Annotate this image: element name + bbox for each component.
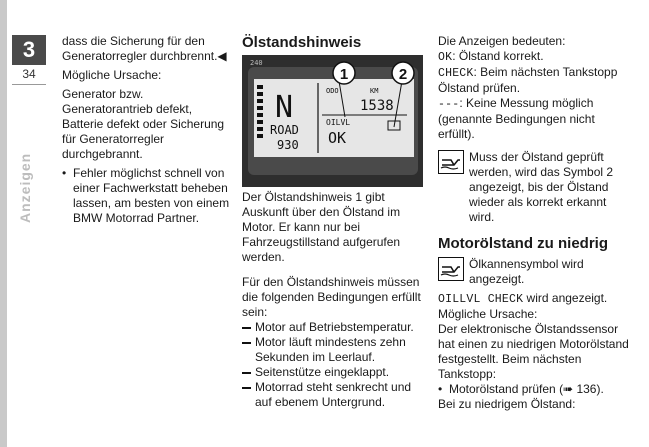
icon-explanation: Muss der Ölstand geprüft werden, wird das Symbol 2 angezeigt, bis der Ölstand wieder als korrekt erkannt wird.	[469, 150, 614, 224]
instrument-display-figure	[242, 55, 423, 187]
continued-text: dass die Sicherung für den Generatorregler durchbrennt.◀	[62, 34, 227, 63]
icon2-explanation: Ölkannensymbol wird angezeigt.	[469, 257, 584, 286]
low-oil-actions	[438, 382, 634, 397]
low-oil-title: Motorölstand zu niedrig	[438, 235, 608, 252]
oil-can-icon	[438, 150, 464, 174]
page-divider	[12, 84, 46, 85]
cause-label: Mögliche Ursache:	[62, 68, 162, 82]
display-oil-label: OILVL	[326, 118, 351, 127]
oillvl-message: OILLVL CHECK wird angezeigt.	[438, 291, 608, 306]
chapter-number: 3	[12, 35, 46, 65]
condition-item: Motorrad steht senkrecht und auf ebenem Untergrund.	[242, 380, 424, 410]
section-title: Ölstandshinweis	[242, 34, 362, 51]
meaning-check: CHECK: Beim nächsten Tankstopp Ölstand prüfen.	[438, 65, 618, 95]
display-gear: N	[275, 90, 294, 125]
display-oil-value: OK	[328, 129, 347, 147]
display-trip: 930	[277, 138, 299, 152]
display-odo-mode: ODO	[326, 87, 339, 95]
display-odo-value: 1538	[360, 98, 394, 114]
oil-can-icon	[438, 257, 464, 281]
meaning-none: ---: Keine Messung möglich (genannte Bedingungen nicht erfüllt).	[438, 96, 595, 141]
oil-hint-description: Der Ölstandshinweis 1 gibt Auskunft über den Ölstand im Motor. Er kann nur bei Fahrzeugstillstand aufgerufen werden.	[242, 190, 401, 264]
column-1	[62, 34, 230, 226]
display-mode: ROAD	[270, 123, 299, 137]
svg-text:2: 2	[398, 66, 408, 83]
column-2	[242, 34, 424, 52]
page-number: 34	[22, 67, 36, 81]
section-label: Anzeigen	[17, 152, 33, 223]
low-oil-followup: Bei zu niedrigem Ölstand:	[438, 397, 576, 411]
column-3	[438, 34, 634, 412]
side-tab-bar	[0, 0, 7, 447]
low-oil-cause-text: Der elektronische Ölstandssensor hat einen zu niedrigen Motorölstand festgestellt. Beim nächsten Tankstopp:	[438, 322, 629, 381]
column-2-body	[242, 190, 424, 410]
display-odo-unit: KM	[370, 87, 379, 95]
display-temp: 240	[250, 59, 263, 67]
meaning-ok: OK: Ölstand korrekt.	[438, 49, 544, 64]
condition-item: Motor läuft mindestens zehn Sekunden im Leerlauf.	[242, 335, 424, 365]
condition-item: Motor auf Betriebstemperatur.	[242, 320, 424, 335]
action-item: • Motorölstand prüfen (➠ 136).	[438, 382, 634, 397]
cause-text: Generator bzw. Generatorantrieb defekt, Batterie defekt oder Sicherung für Generatorregler durchgebrannt.	[62, 87, 225, 161]
conditions-list	[242, 320, 424, 410]
action-list	[62, 166, 230, 226]
condition-item: Seitenstütze eingeklappt.	[242, 365, 424, 380]
svg-text:1: 1	[339, 66, 349, 83]
action-item: • Fehler möglichst schnell von einer Fachwerkstatt beheben lassen, am besten von einem BMW Motorrad Partner.	[62, 166, 230, 226]
meanings-intro: Die Anzeigen bedeuten:	[438, 34, 566, 48]
low-oil-cause-label: Mögliche Ursache:	[438, 307, 538, 321]
conditions-intro: Für den Ölstandshinweis müssen die folgenden Bedingungen erfüllt sein:	[242, 275, 421, 319]
